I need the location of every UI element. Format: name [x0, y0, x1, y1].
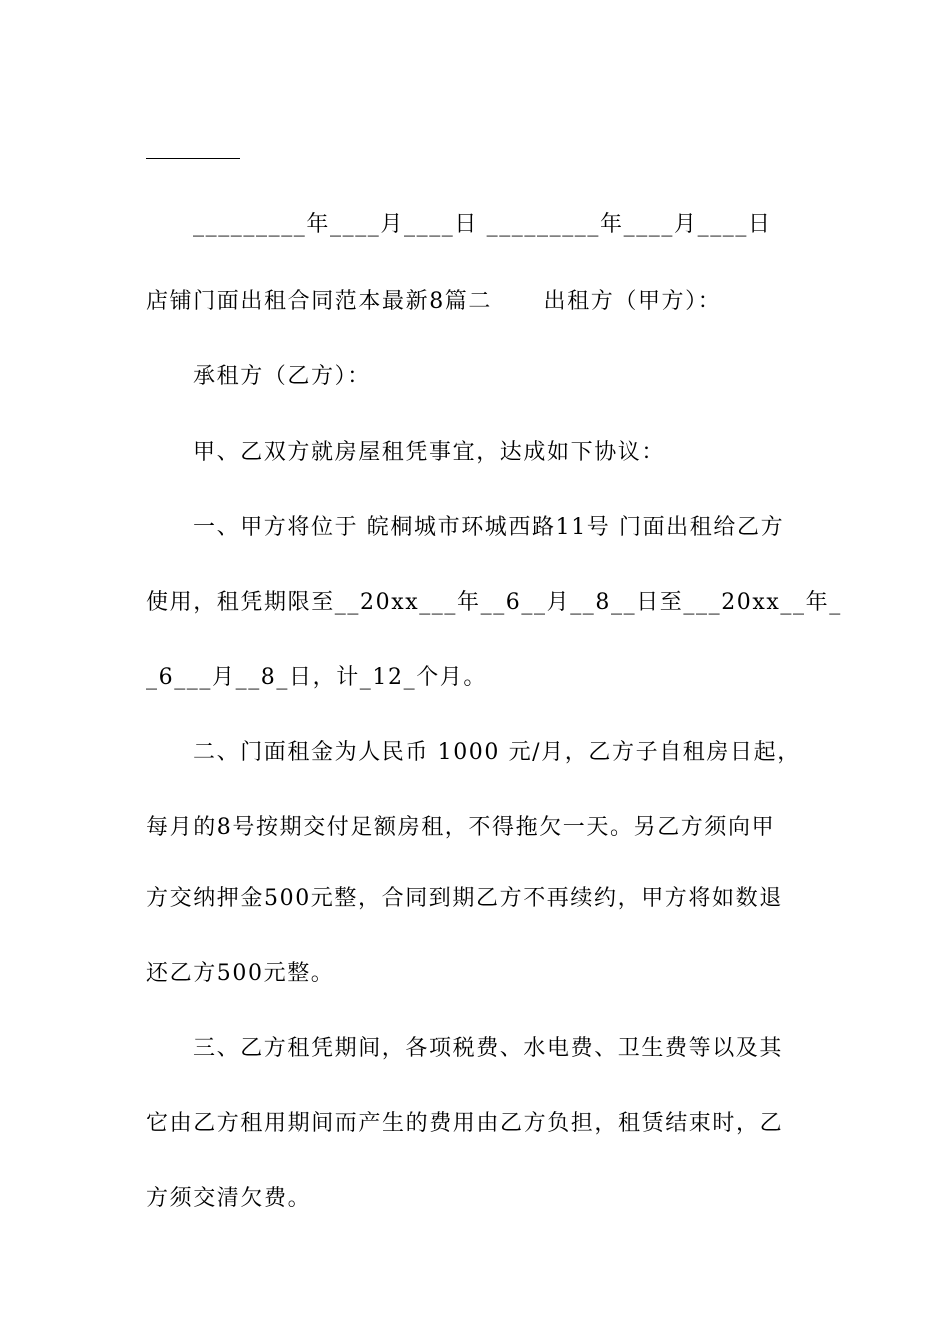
- clause-1-line-3: _6___月__8_日，计_12_个月。: [146, 665, 487, 690]
- signature-blank-line: [146, 158, 240, 159]
- clause-2-line-4: 还乙方500元整。: [146, 961, 335, 986]
- lessee-line: 承租方（乙方）：: [193, 364, 371, 389]
- clause-3-line-1: 三、乙方租凭期间，各项税费、水电费、卫生费等以及其: [193, 1036, 784, 1061]
- date-blanks-line: _________年____月____日 _________年____月____日: [193, 212, 772, 237]
- clause-2-line-2: 每月的8号按期交付足额房租，不得拖欠一天。另乙方须向甲: [146, 815, 776, 840]
- clause-1-line-2: 使用，租凭期限至__20xx___年__6__月__8__日至___20xx__年_: [146, 590, 842, 615]
- clause-3-line-2: 它由乙方租用期间而产生的费用由乙方负担，租赁结束时，乙: [146, 1111, 784, 1136]
- clause-2-line-1: 二、门面租金为人民币 1000 元/月，乙方子自租房日起，: [193, 740, 801, 765]
- clause-1-line-1: 一、甲方将位于 皖桐城市环城西路11号 门面出租给乙方: [193, 515, 785, 540]
- agreement-intro-line: 甲、乙双方就房屋租凭事宜，达成如下协议：: [193, 440, 666, 465]
- title-and-lessor-line: 店铺门面出租合同范本最新8篇二 出租方（甲方）：: [146, 289, 722, 314]
- clause-3-line-3: 方须交清欠费。: [146, 1186, 312, 1211]
- clause-2-line-3: 方交纳押金500元整，合同到期乙方不再续约，甲方将如数退: [146, 886, 783, 911]
